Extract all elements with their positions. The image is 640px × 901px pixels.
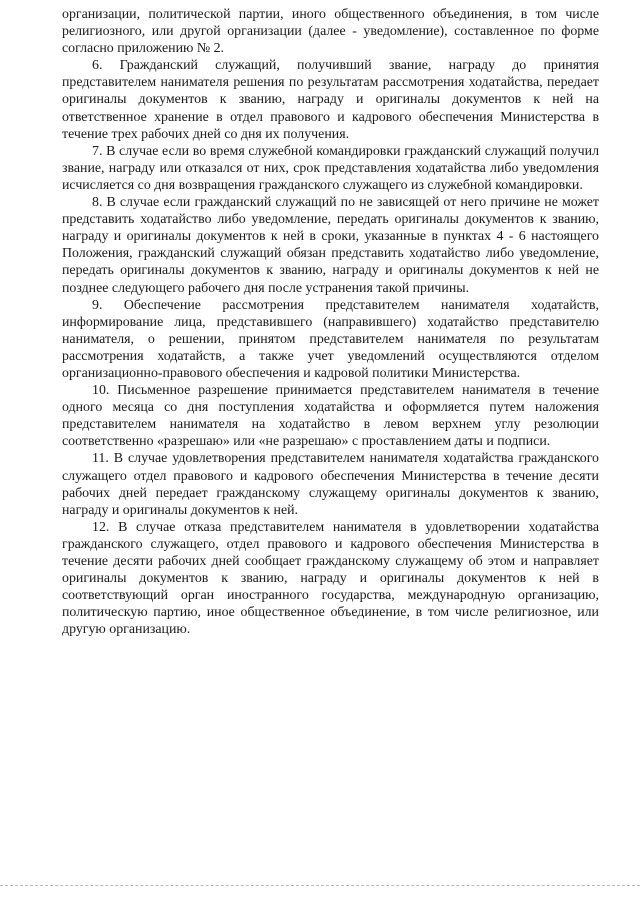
scan-edge-divider — [0, 885, 640, 886]
paragraph-continuation: организации, политической партии, иного общественного объединения, в том числе религиозного, или другой организации (далее - уведомление), составленное по форме согласно приложению № 2. — [62, 7, 599, 57]
paragraph-9: 9. Обеспечение рассмотрения представителем нанимателя ходатайств, информирование лица, представившего (направившего) ходатайство представителю нанимателя, о решении, принятом представителем нанимателя по результатам рассмотрения ходатайств, а также учет уведомлений осуществляются отделом организационно-правового обеспечения и кадровой политики Министерства. — [62, 297, 599, 381]
paragraph-8: 8. В случае если гражданский служащий по не зависящей от него причине не может представить ходатайство либо уведомление, передать оригиналы документов к званию, награду и оригиналы документов к ней в сроки, указанные в пунктах 4 - 6 настоящего Положения, гражданский служащий обязан представить ходатайство либо уведомление, передать оригиналы документов к званию, награду и оригиналы документов к ней не позднее следующего рабочего дня после устранения такой причины. — [62, 195, 599, 296]
paragraph-12: 12. В случае отказа представителем нанимателя в удовлетворении ходатайства гражданского служащего, отдел правового и кадрового обеспечения Министерства в течение десяти рабочих дней сообщает гражданскому служащему об этом и направляет оригиналы документов к званию, награду и оригиналы документов к ней в соответствующий орган иностранного государства, международную организацию, политическую партию, иное общественное объединение, в том числе религиозное, или другую организацию. — [62, 519, 599, 638]
paragraph-6: 6. Гражданский служащий, получивший звание, награду до принятия представителем нанимателя решения по результатам рассмотрения ходатайства, передает оригиналы документов к званию, награду и оригиналы документов к ней на ответственное хранение в отдел правового и кадрового обеспечения Министерства в течение трех рабочих дней со дня их получения. — [62, 58, 599, 142]
paragraph-7: 7. В случае если во время служебной командировки гражданский служащий получил звание, награду или отказался от них, срок представления ходатайства либо уведомления исчисляется со дня возвращения гражданского служащего из служебной командировки. — [62, 143, 599, 193]
paragraph-11: 11. В случае удовлетворения представителем нанимателя ходатайства гражданского служащего отдел правового и кадрового обеспечения Министерства в течение десяти рабочих дней передает гражданскому служащему оригиналы документов к званию, награду и оригиналы документов к ней. — [62, 451, 599, 518]
paragraph-10: 10. Письменное разрешение принимается представителем нанимателя в течение одного месяца со дня поступления ходатайства и оформляется путем наложения представителем нанимателя на ходатайство в левом верхнем углу резолюции соответственно «разрешаю» или «не разрешаю» с проставлением даты и подписи. — [62, 383, 599, 450]
document-page — [62, 6, 599, 638]
